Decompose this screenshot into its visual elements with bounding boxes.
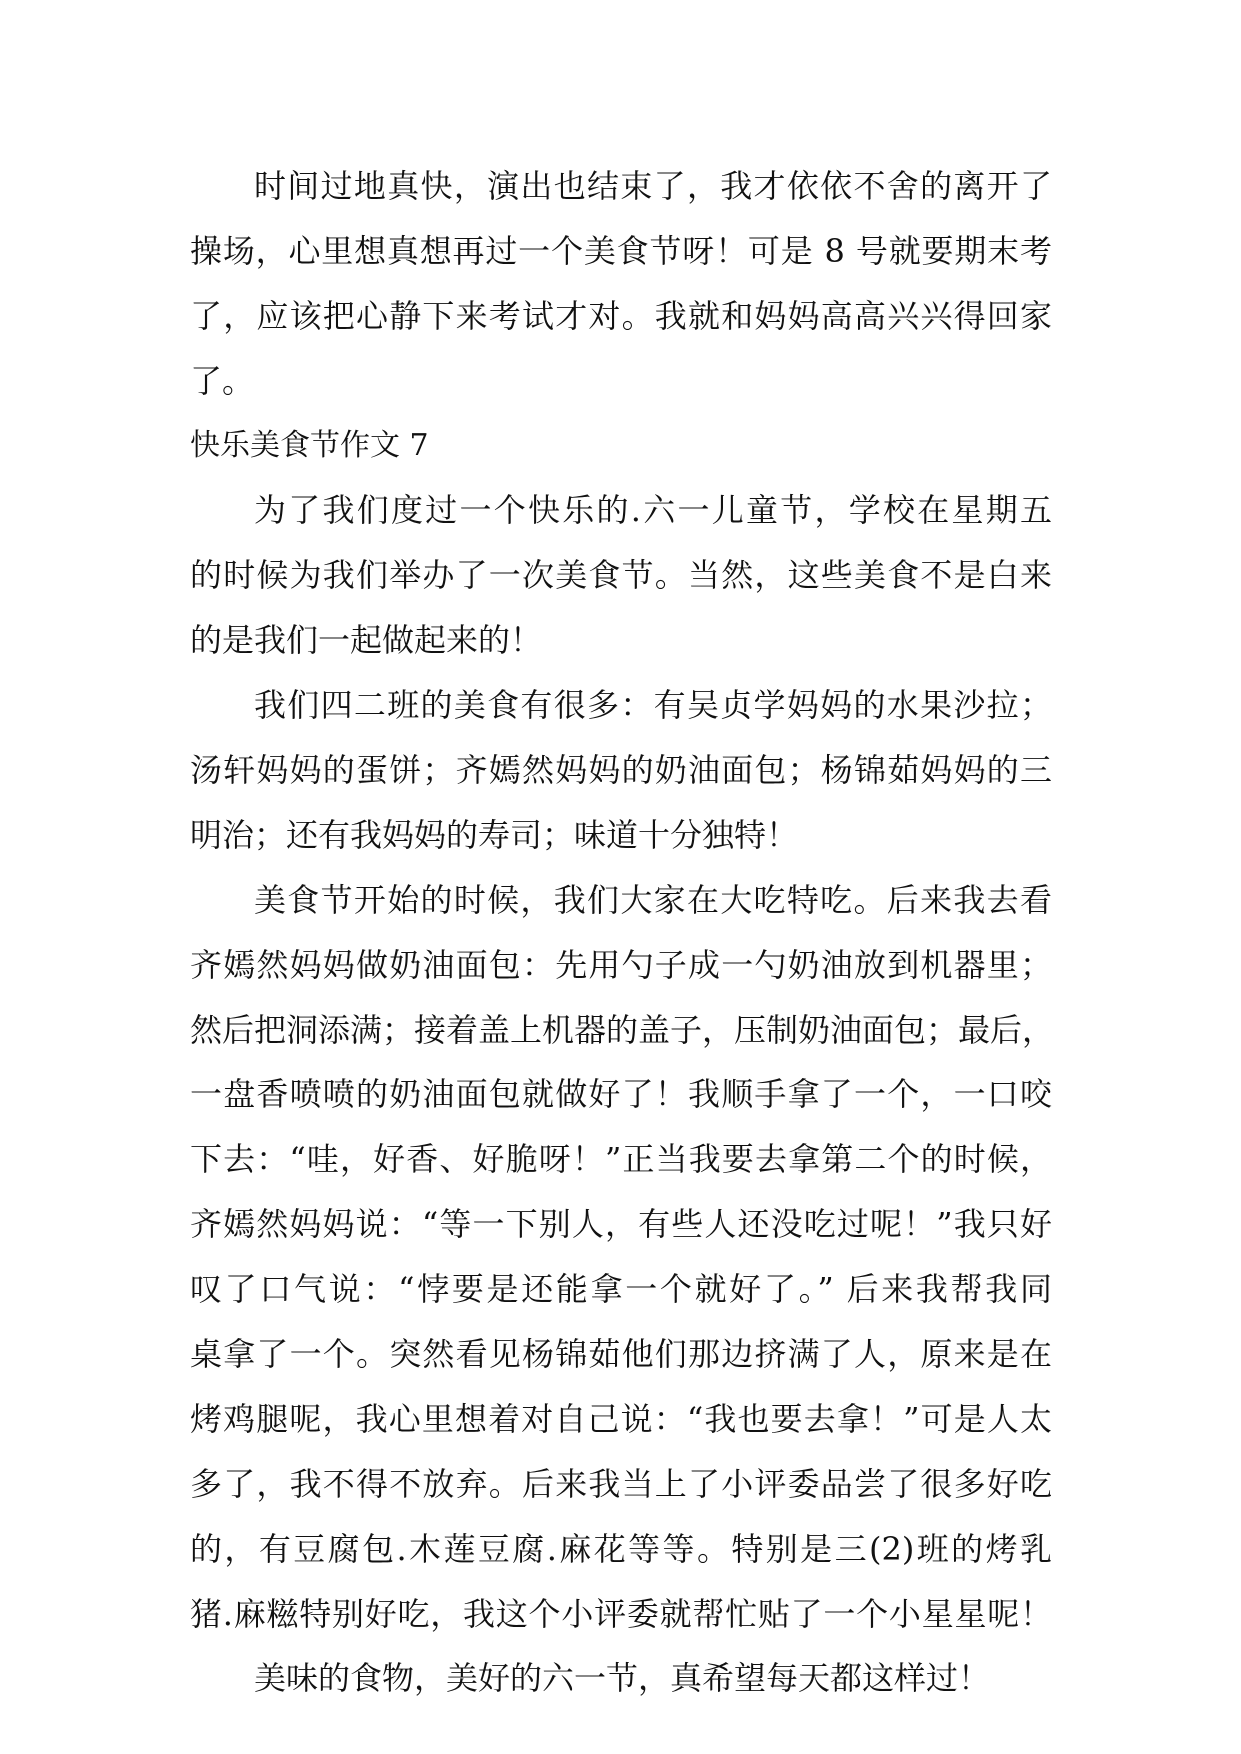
paragraph-line: 叹了口气说：“悖要是还能拿一个就好了。” 后来我帮我同 (190, 1270, 1052, 1309)
paragraph-line: 的是我们一起做起来的！ (190, 621, 543, 660)
paragraph (190, 673, 1052, 868)
paragraph-line: 为了我们度过一个快乐的.六一儿童节，学校在星期五 (254, 491, 1052, 530)
paragraph-line: 时间过地真快，演出也结束了，我才依依不舍的离开了 (254, 167, 1052, 205)
paragraph-line: 的，有豆腐包.木莲豆腐.麻花等等。特别是三(2)班的烤乳 (190, 1529, 1052, 1568)
paragraph-line: 齐嫣然妈妈说：“等一下别人，有些人还没吃过呢！”我只好 (190, 1205, 1052, 1244)
paragraph-line: 的时候为我们举办了一次美食节。当然，这些美食不是白来 (190, 556, 1052, 595)
intro-paragraph (190, 154, 1052, 414)
paragraph (190, 868, 1055, 1647)
paragraph-line: 汤轩妈妈的蛋饼；齐嫣然妈妈的奶油面包；杨锦茹妈妈的三 (190, 751, 1052, 790)
document-body (190, 154, 1055, 1711)
paragraph-line: 美食节开始的时候，我们大家在大吃特吃。后来我去看 (254, 880, 1052, 919)
paragraph-line: 齐嫣然妈妈做奶油面包：先用勺子成一勺奶油放到机器里； (190, 945, 1052, 984)
paragraph-line: 美味的食物，美好的六一节，真希望每天都这样过！ (254, 1659, 991, 1698)
paragraph-line: 多了，我不得不放弃。后来我当上了小评委品尝了很多好吃 (190, 1464, 1052, 1503)
paragraph-line: 下去：“哇，好香、好脆呀！”正当我要去拿第二个的时候， (190, 1140, 1052, 1179)
paragraph-line: 了，应该把心静下来考试才对。我就和妈妈高高兴兴得回家 (190, 296, 1052, 335)
paragraph (190, 1646, 1052, 1711)
paragraph-line: 明治；还有我妈妈的寿司；味道十分独特！ (190, 815, 799, 854)
paragraph-line: 我们四二班的美食有很多：有吴贞学妈妈的水果沙拉； (254, 686, 1052, 725)
paragraph-line: 一盘香喷喷的奶油面包就做好了！我顺手拿了一个，一口咬 (190, 1075, 1052, 1114)
paragraph-line: 烤鸡腿呢，我心里想着对自己说：“我也要去拿！”可是人太 (190, 1399, 1052, 1438)
paragraph (190, 478, 1052, 673)
paragraph-line: 桌拿了一个。突然看见杨锦茹他们那边挤满了人，原来是在 (190, 1335, 1052, 1374)
essay-title: 快乐美食节作文 7 (190, 427, 429, 463)
paragraph-line: 猪.麻糍特别好吃，我这个小评委就帮忙贴了一个小星星呢！ (190, 1594, 1052, 1633)
paragraph-line: 然后把洞添满；接着盖上机器的盖子，压制奶油面包；最后， (190, 1010, 1055, 1049)
paragraph-line: 操场，心里想真想再过一个美食节呀！可是 8 号就要期末考 (190, 231, 1052, 270)
paragraph-line: 了。 (190, 361, 255, 400)
